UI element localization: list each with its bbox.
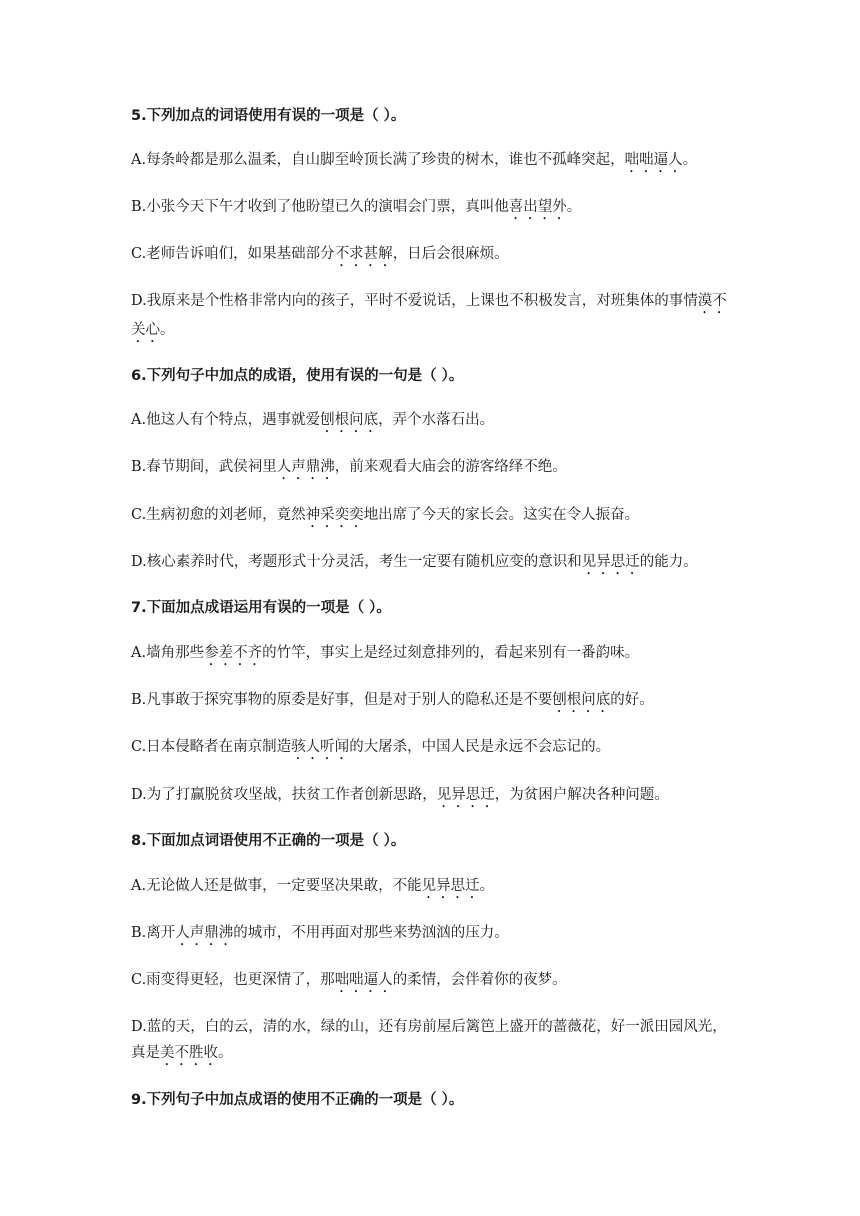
- question-8-option-a: A.无论做人还是做事，一定要坚决果敢，不能见异思迁。: [131, 878, 495, 894]
- dotted-term: 咄咄逼人: [334, 972, 393, 988]
- dotted-term: 神采奕奕: [305, 507, 364, 523]
- question-8-option-b: B.离开人声鼎沸的城市，不用再面对那些来势汹汹的压力。: [131, 925, 509, 941]
- dotted-term: 见异思迁: [421, 878, 480, 894]
- dotted-term: 刨根问底: [320, 412, 379, 428]
- dotted-term: 见异思迁: [581, 554, 640, 570]
- dotted-term: 人声鼎沸: [175, 925, 234, 941]
- question-7-option-a: A.墙角那些参差不齐的竹竿，事实上是经过刻意排列的，看起来别有一番韵味。: [131, 645, 640, 661]
- question-6-option-c: C.生病初愈的刘老师，竟然神采奕奕地出席了今天的家长会。这实在令人振奋。: [131, 507, 640, 523]
- question-5-option-a: A.每条岭都是那么温柔，自山脚至岭顶长满了珍贵的树木，谁也不孤峰突起，咄咄逼人。: [131, 152, 698, 168]
- dotted-term: 参差不齐: [204, 645, 263, 661]
- question-7-option-d: D.为了打赢脱贫攻坚战，扶贫工作者创新思路，见异思迁，为贫困户解决各种问题。: [131, 787, 669, 803]
- dotted-term: 喜出望外: [508, 199, 567, 215]
- dotted-term: 不求甚解: [334, 246, 393, 262]
- question-5-option-b: B.小张今天下午才收到了他盼望已久的演唱会门票，真叫他喜出望外。: [131, 199, 582, 215]
- question-7-option-c: C.日本侵略者在南京制造骇人听闻的大屠杀，中国人民是永远不会忘记的。: [131, 739, 611, 755]
- dotted-term: 漠不关心: [131, 293, 727, 338]
- question-6-stem: 6.下列句子中加点的成语，使用有误的一句是（ ）。: [131, 368, 464, 384]
- question-6-option-d: D.核心素养时代，考题形式十分灵活，考生一定要有随机应变的意识和见异思迁的能力。: [131, 554, 698, 570]
- question-6-option-a: A.他这人有个特点，遇事就爱刨根问底，弄个水落石出。: [131, 412, 495, 428]
- question-5-option-c: C.老师告诉咱们，如果基础部分不求甚解，日后会很麻烦。: [131, 246, 509, 262]
- dotted-term: 人声鼎沸: [276, 459, 335, 475]
- question-8-stem: 8.下面加点词语使用不正确的一项是（ ）。: [131, 833, 406, 849]
- question-9-stem: 9.下列句子中加点成语的使用不正确的一项是（ ）。: [131, 1092, 464, 1108]
- dotted-term: 骇人听闻: [291, 739, 350, 755]
- question-7-stem: 7.下面加点成语运用有误的一项是（ ）。: [131, 600, 391, 616]
- dotted-term: 美不胜收: [160, 1045, 218, 1061]
- question-8-option-d: D.蓝的天，白的云，清的水，绿的山，还有房前屋后篱笆上盛开的蔷薇花，好一派田园风光，真是美不胜收。: [131, 1019, 727, 1061]
- dotted-term: 咄咄逼人: [624, 152, 683, 168]
- question-5-stem: 5.下列加点的词语使用有误的一项是（ ）。: [131, 108, 406, 124]
- question-6-option-b: B.春节期间，武侯祠里人声鼎沸，前来观看大庙会的游客络绎不绝。: [131, 459, 567, 475]
- dotted-term: 刨根问底: [552, 692, 611, 708]
- question-5-option-d: D.我原来是个性格非常内向的孩子，平时不爱说话，上课也不积极发言，对班集体的事情漠不关心。: [131, 293, 727, 338]
- question-7-option-b: B.凡事敢于探究事物的原委是好事，但是对于别人的隐私还是不要刨根问底的好。: [131, 692, 654, 708]
- question-8-option-c: C.雨变得更轻，也更深情了，那咄咄逼人的柔情，会伴着你的夜梦。: [131, 972, 567, 988]
- dotted-term: 见异思迁: [436, 787, 495, 803]
